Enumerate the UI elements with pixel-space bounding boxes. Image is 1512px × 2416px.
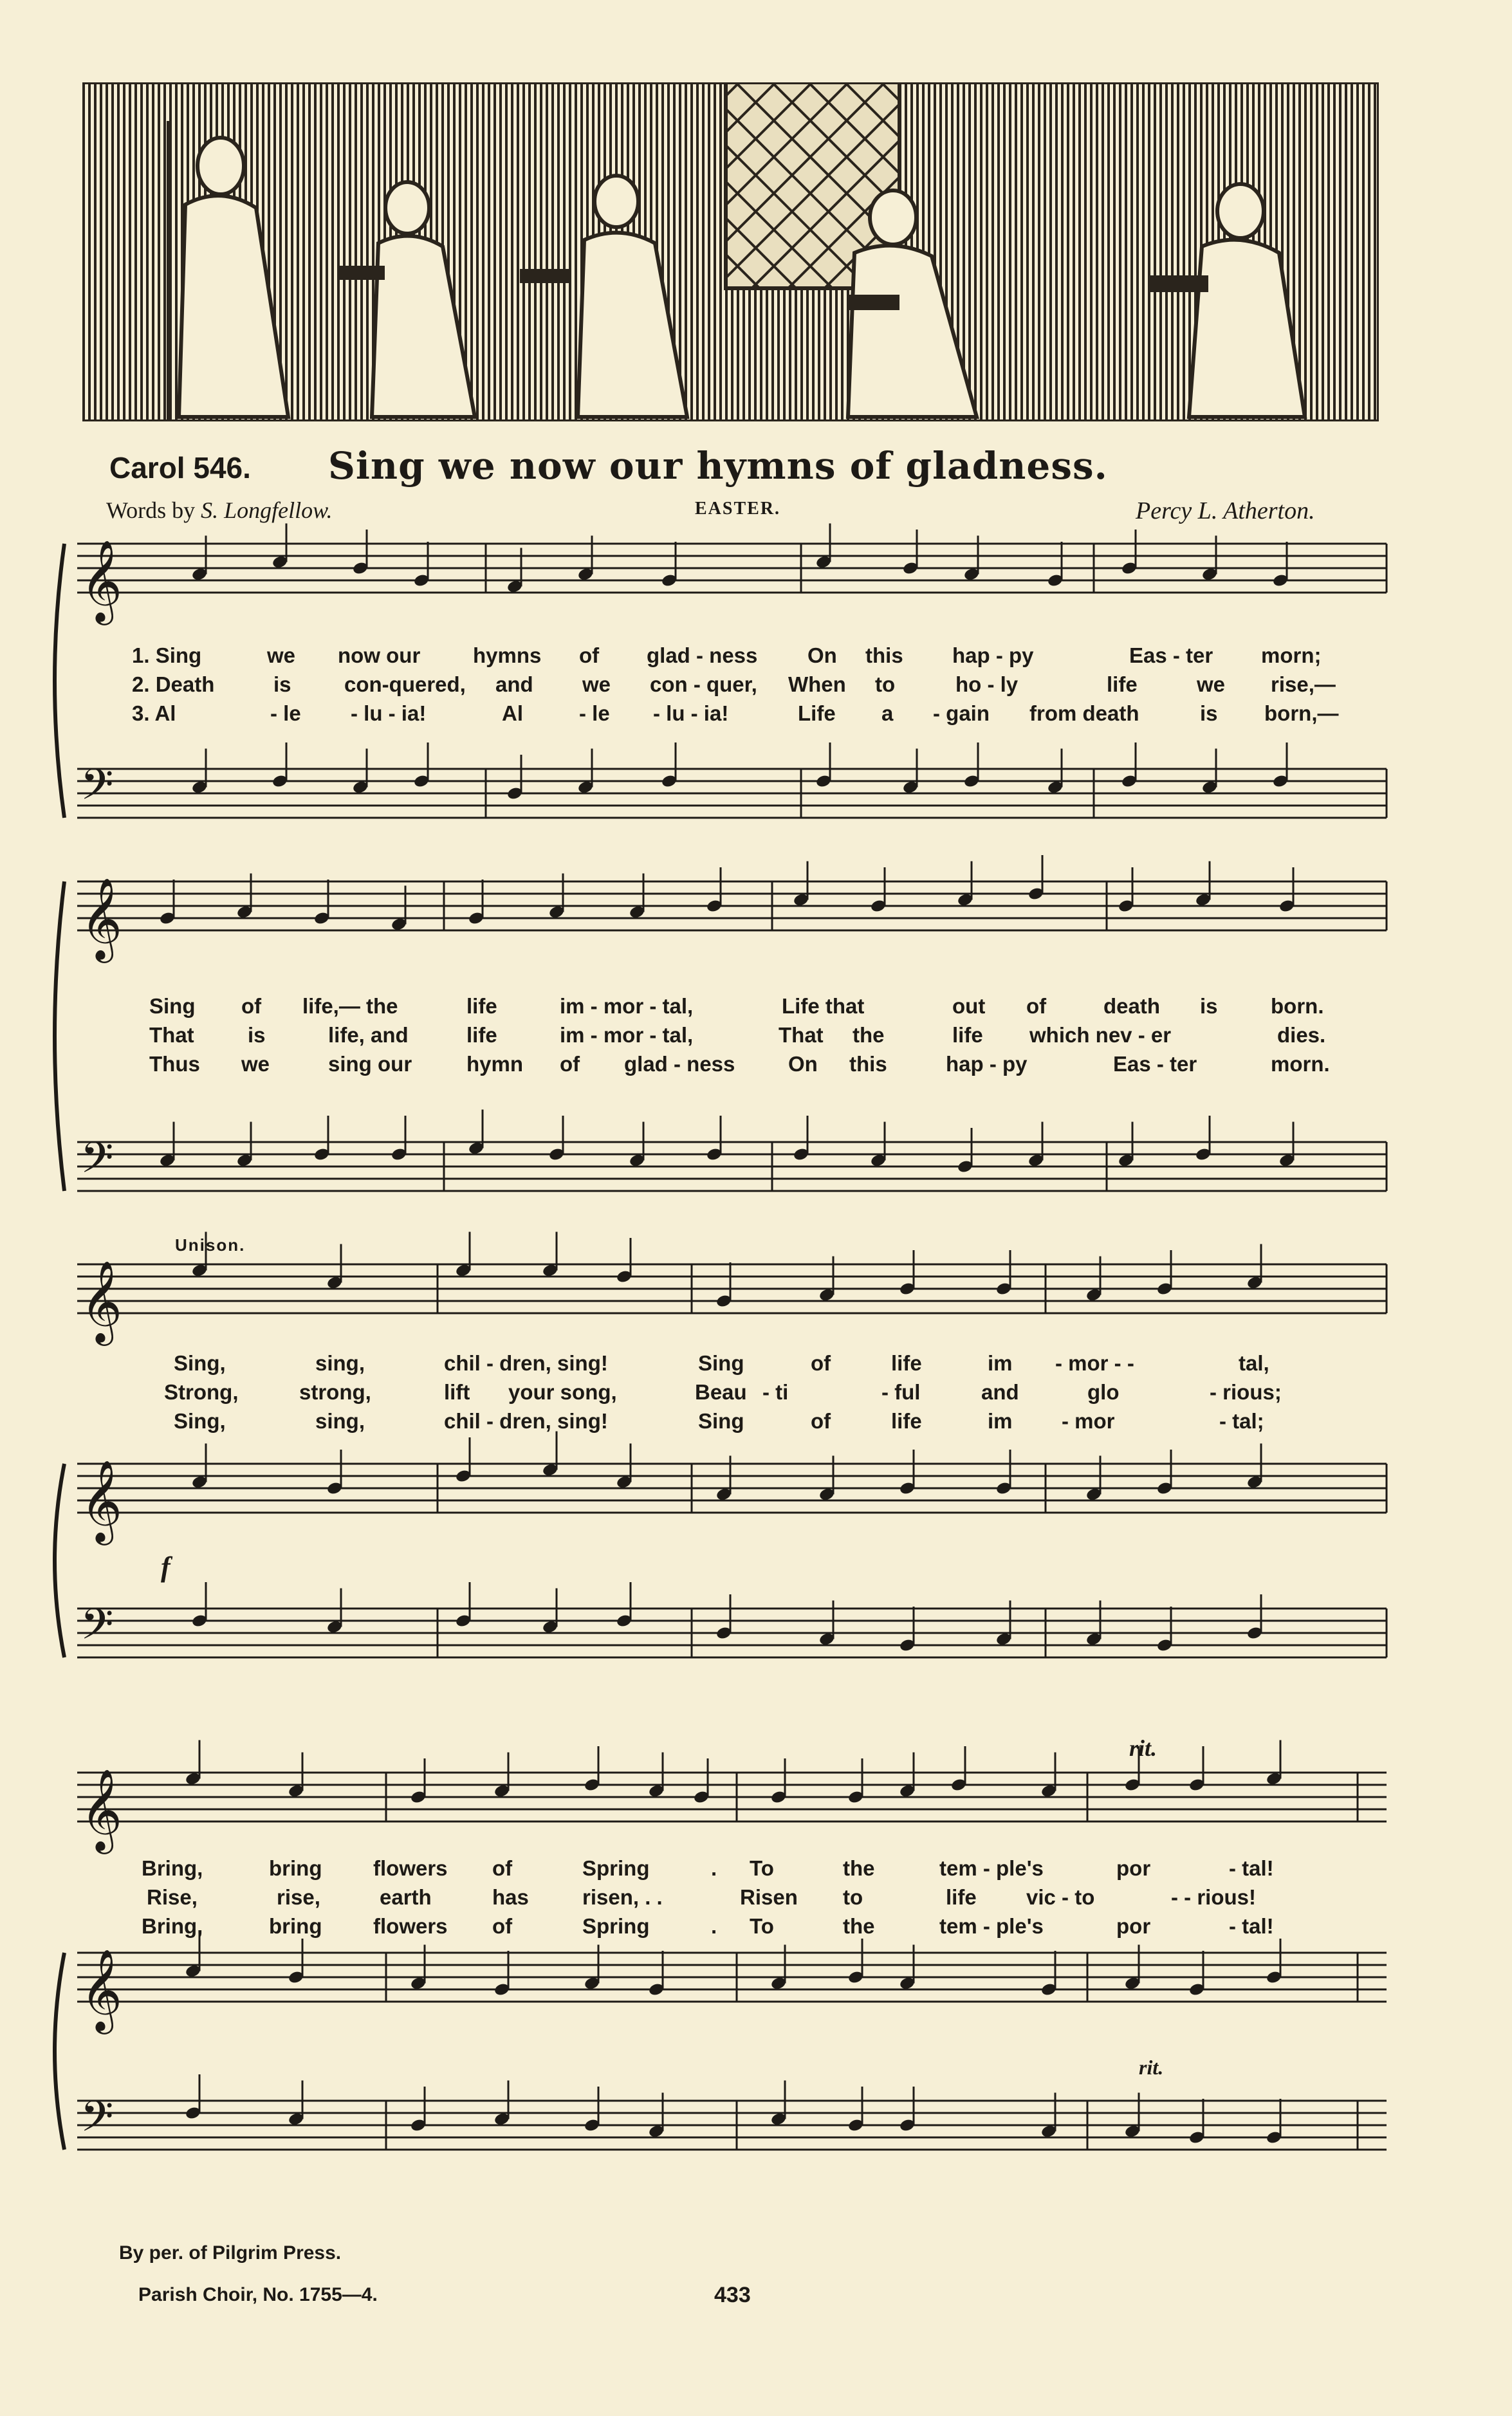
lyric-syllable: and [981,1380,1019,1404]
lyric-syllable: That [779,1023,824,1047]
lyric-syllable: To [750,1914,774,1938]
lyric-syllable: Spring [582,1914,650,1938]
lyric-syllable: On [788,1052,818,1076]
lyric-syllable: Eas - ter [1129,643,1213,667]
lyric-syllable: - ful [881,1380,921,1404]
lyric-syllable: 1. Sing [132,643,202,667]
lyric-syllable: por [1116,1856,1151,1880]
lyric-syllable: death [1103,994,1161,1018]
lyric-syllable: Eas - ter [1113,1052,1197,1076]
lyric-syllable: 3. Al [132,701,176,725]
lyric-syllable: we [582,672,611,696]
lyric-syllable: which nev - er [1029,1023,1172,1047]
lyric-syllable: . [711,1856,717,1880]
lyric-syllable: Rise, [147,1885,198,1909]
lyric-syllable: now our [338,643,421,667]
page-number: 433 [714,2283,751,2307]
lyric-syllable: - - rious! [1171,1885,1256,1909]
treble-clef: 𝄞 [80,1459,123,1542]
lyric-syllable: con-quered, [344,672,466,696]
lyric-line-3-2 [0,1380,1512,1408]
lyric-line-1-3 [0,701,1512,730]
lyric-line-2-1 [0,994,1512,1022]
occasion-label: EASTER. [695,499,781,519]
bass-clef: 𝄢 [80,2092,114,2152]
lyric-syllable: bring [269,1914,322,1938]
author: S. Longfellow. [201,497,333,523]
treble-clef: 𝄞 [80,1260,123,1342]
composer: Percy L. Atherton. [1136,497,1315,524]
permission-note: By per. of Pilgrim Press. [119,2242,342,2264]
lyric-syllable: - le [579,701,610,725]
lyric-syllable: we [241,1052,270,1076]
lyric-syllable: risen, . . [582,1885,663,1909]
lyric-syllable: life [952,1023,983,1047]
lyric-syllable: dies. [1277,1023,1326,1047]
lyric-syllable: - ti [762,1380,789,1404]
lyric-syllable: of [492,1914,513,1938]
lyric-syllable: im - mor - tal, [560,994,694,1018]
lyric-syllable: life [466,1023,497,1047]
lyric-syllable: morn. [1271,1052,1330,1076]
lyric-line-1-1 [0,643,1512,672]
lyric-syllable: life [1107,672,1138,696]
lyric-syllable: Sing, [174,1351,226,1375]
lyric-line-2-2 [0,1023,1512,1051]
lyric-syllable: born,— [1264,701,1339,725]
lyric-syllable: im - mor - tal, [560,1023,694,1047]
lyric-syllable: tem - ple's [939,1914,1044,1938]
lyric-syllable: of [811,1351,831,1375]
lyric-syllable: Strong, [164,1380,239,1404]
bass-clef: 𝄢 [80,1600,114,1659]
lyric-syllable: to [875,672,896,696]
lyric-syllable: Life [798,701,836,725]
treble-clef: 𝄞 [80,1948,123,2031]
lyric-syllable: hap - py [946,1052,1028,1076]
treble-clef: 𝄞 [80,1768,123,1850]
lyric-syllable: Bring, [142,1914,203,1938]
lyric-syllable: glad - ness [624,1052,735,1076]
lyric-syllable: of [560,1052,580,1076]
lyric-syllable: - gain [933,701,990,725]
lyric-syllable: and [495,672,533,696]
lyric-syllable: tal, [1239,1351,1269,1375]
lyric-syllable: - le [270,701,301,725]
lyric-syllable: Life that [782,994,865,1018]
lyric-syllable: Thus [149,1052,200,1076]
lyric-syllable: of [241,994,262,1018]
unison-label: Unison. [175,1235,246,1255]
lyric-line-4-2 [0,1885,1512,1913]
lyric-syllable: Risen [740,1885,798,1909]
carol-number: Carol 546. [109,451,251,484]
lyric-syllable: is [1200,701,1218,725]
lyric-syllable: - rious; [1210,1380,1282,1404]
lyric-syllable: bring [269,1856,322,1880]
lyric-syllable: Spring [582,1856,650,1880]
lyric-syllable: earth [380,1885,432,1909]
lyric-syllable: out [952,994,986,1018]
lyric-syllable: - lu - ia! [653,701,729,725]
lyric-syllable: That [149,1023,194,1047]
lyric-syllable: im [988,1351,1013,1375]
lyric-syllable: sing, [315,1409,365,1433]
carol-title: Sing we now our hymns of gladness. [328,444,1108,488]
lyric-syllable: is [273,672,291,696]
lyric-syllable: chil - dren, sing! [444,1409,608,1433]
lyric-syllable: On [807,643,837,667]
words-prefix: Words by [106,497,196,523]
lyric-syllable: con - quer, [650,672,757,696]
lyric-syllable: sing our [328,1052,412,1076]
lyric-syllable: Sing [698,1409,744,1433]
rit-marking: rit. [1129,1735,1157,1761]
lyric-syllable: we [267,643,296,667]
lyric-syllable: - tal! [1229,1856,1274,1880]
lyric-syllable: born. [1271,994,1324,1018]
lyric-syllable: of [1026,994,1047,1018]
lyric-syllable: lift [444,1380,470,1404]
lyric-syllable: - tal; [1219,1409,1264,1433]
lyric-syllable: we [1197,672,1226,696]
lyric-syllable: of [579,643,600,667]
lyric-syllable: Sing [149,994,196,1018]
lyric-syllable: life [891,1351,922,1375]
treble-clef: 𝄞 [80,539,123,622]
lyric-syllable: Sing, [174,1409,226,1433]
bass-clef: 𝄢 [80,760,114,820]
lyric-syllable: hymn [466,1052,524,1076]
lyric-syllable: of [492,1856,513,1880]
lyric-syllable: Beau [695,1380,747,1404]
lyric-syllable: Sing [698,1351,744,1375]
lyric-syllable: a [881,701,894,725]
lyric-line-2-3 [0,1052,1512,1080]
lyric-line-3-1 [0,1351,1512,1379]
lyric-syllable: glad - ness [647,643,758,667]
lyric-syllable: your song, [508,1380,617,1404]
lyric-syllable: rise, [277,1885,320,1909]
lyric-syllable: life [891,1409,922,1433]
lyric-syllable: Al [502,701,523,725]
lyric-syllable: this [849,1052,887,1076]
lyric-syllable: this [865,643,903,667]
lyric-syllable: of [811,1409,831,1433]
lyric-syllable: hap - py [952,643,1034,667]
lyric-syllable: tem - ple's [939,1856,1044,1880]
bass-clef: 𝄢 [80,1133,114,1193]
lyric-syllable: im [988,1409,1013,1433]
lyric-syllable: glo [1087,1380,1120,1404]
lyric-syllable: has [492,1885,529,1909]
lyric-syllable: . [711,1914,717,1938]
lyric-line-4-3 [0,1914,1512,1942]
lyric-syllable: chil - dren, sing! [444,1351,608,1375]
lyric-syllable: the [853,1023,885,1047]
lyric-syllable: the [843,1856,875,1880]
dynamic-forte: f [161,1551,171,1583]
lyric-syllable: ho - ly [955,672,1019,696]
treble-clef: 𝄞 [80,877,123,959]
lyric-syllable: strong, [299,1380,371,1404]
lyric-syllable: 2. Death [132,672,215,696]
lyric-syllable: - tal! [1229,1914,1274,1938]
lyric-syllable: hymns [473,643,542,667]
lyric-syllable: rise,— [1271,672,1336,696]
source-reference: Parish Choir, No. 1755—4. [138,2284,378,2305]
lyric-syllable: When [788,672,846,696]
lyric-syllable: is [248,1023,266,1047]
lyric-line-4-1 [0,1856,1512,1885]
lyric-syllable: life [466,994,497,1018]
lyric-syllable: sing, [315,1351,365,1375]
lyric-syllable: flowers [373,1914,448,1938]
lyric-line-3-3 [0,1409,1512,1437]
lyric-syllable: to [843,1885,863,1909]
system-brace [55,1953,64,2150]
lyric-syllable: - mor [1062,1409,1115,1433]
lyric-syllable: - lu - ia! [351,701,427,725]
lyric-syllable: por [1116,1914,1151,1938]
lyric-line-1-2 [0,672,1512,701]
rit-marking-lower: rit. [1139,2056,1164,2079]
lyric-syllable: To [750,1856,774,1880]
lyric-syllable: flowers [373,1856,448,1880]
system-brace [55,1464,64,1657]
lyric-syllable: morn; [1261,643,1322,667]
lyric-syllable: is [1200,994,1218,1018]
lyric-syllable: life, and [328,1023,409,1047]
lyric-syllable: vic - to [1026,1885,1095,1909]
lyric-syllable: life [946,1885,977,1909]
lyric-syllable: from death [1029,701,1139,725]
lyric-syllable: the [843,1914,875,1938]
lyric-syllable: life,— the [302,994,398,1018]
lyric-syllable: - mor - - [1055,1351,1134,1375]
lyric-syllable: Bring, [142,1856,203,1880]
